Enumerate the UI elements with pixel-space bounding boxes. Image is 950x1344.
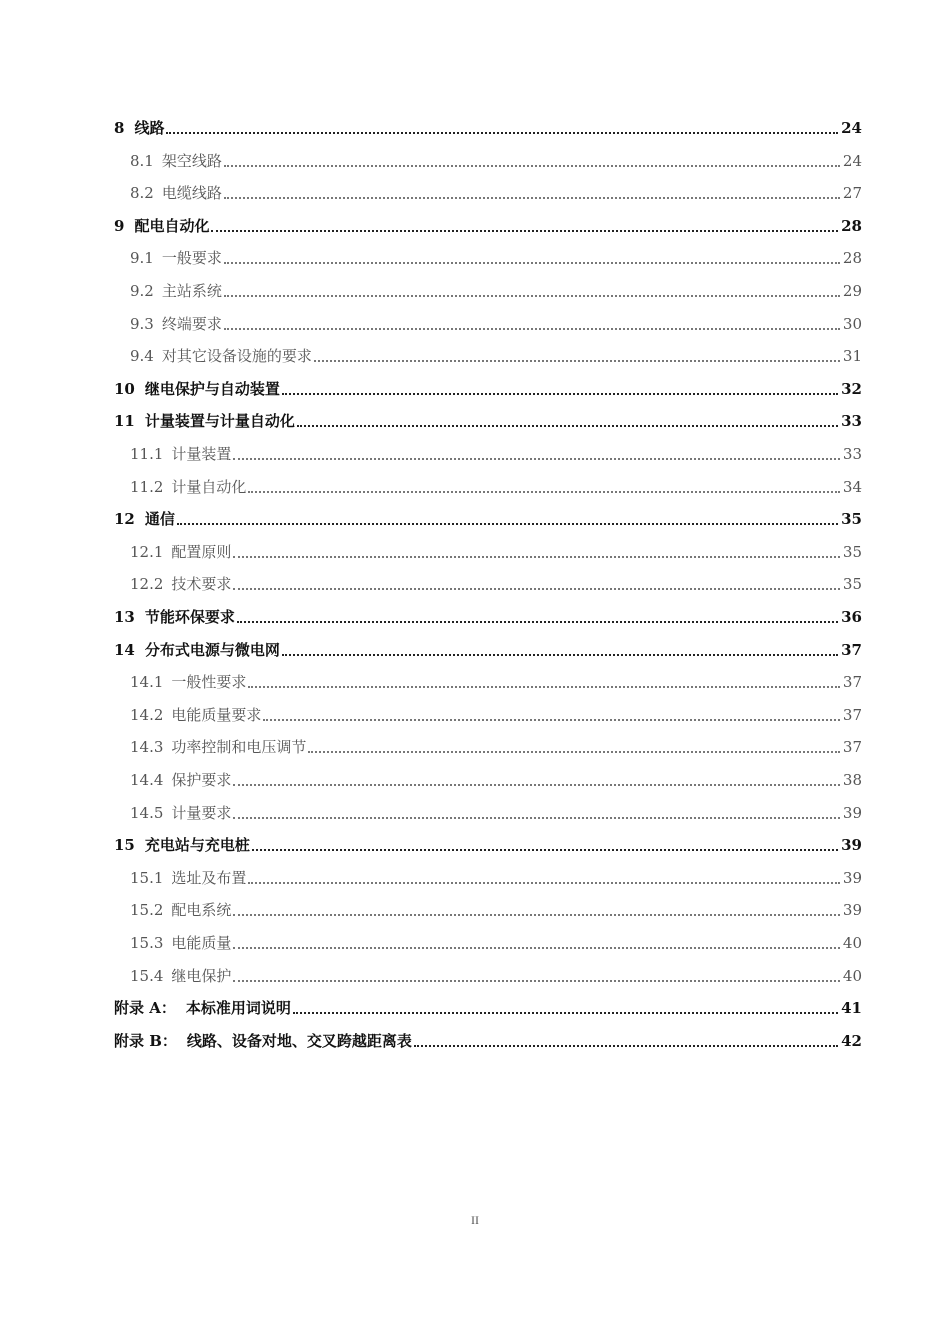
toc-entry-title: 架空线路: [161, 151, 222, 170]
dot-leader: [414, 1039, 838, 1047]
toc-entry-title: 计量装置与计量自动化: [144, 412, 295, 431]
toc-page-number: 34: [842, 477, 862, 496]
dot-leader: [233, 452, 839, 460]
toc-entry-number: 14.1: [130, 673, 164, 692]
toc-page-number: 41: [841, 999, 862, 1018]
toc-entry-number: 15: [114, 836, 135, 855]
dot-leader: [252, 843, 838, 851]
toc-entry-title: 一般性要求: [171, 673, 247, 692]
toc-section-entry[interactable]: [114, 538, 862, 562]
toc-entry-title: 技术要求: [171, 575, 232, 594]
toc-page-number: 32: [841, 379, 862, 398]
toc-section-entry[interactable]: [114, 896, 862, 920]
toc-entry-title: 一般要求: [161, 249, 222, 268]
dot-leader: [233, 582, 839, 590]
page-number-footer: II: [471, 1213, 479, 1227]
toc-entry-title: 选址及布置: [171, 868, 247, 887]
toc-entry-title: 计量装置: [171, 445, 232, 463]
toc-chapter-entry[interactable]: [114, 375, 862, 399]
toc-section-entry[interactable]: [114, 864, 862, 888]
toc-page-number: 35: [842, 542, 862, 561]
toc-entry-number: 12.2: [130, 575, 164, 594]
dot-leader: [233, 550, 839, 558]
toc-entry-number: 15.2: [130, 901, 164, 920]
toc-entry-number: 15.4: [130, 966, 164, 985]
toc-section-entry[interactable]: [114, 799, 862, 823]
toc-page-number: 28: [841, 216, 862, 235]
toc-section-entry[interactable]: [114, 440, 862, 464]
toc-section-entry[interactable]: [114, 962, 862, 986]
dot-leader: [177, 517, 838, 525]
toc-entry-title: 终端要求: [161, 314, 222, 333]
dot-leader: [224, 256, 840, 264]
toc-chapter-entry[interactable]: [114, 1027, 862, 1051]
dot-leader: [224, 191, 840, 199]
toc-entry-number: 11.2: [130, 477, 164, 496]
toc-entry-title: 配置原则: [171, 542, 232, 561]
toc-entry-title: 配电自动化: [134, 216, 210, 235]
toc-chapter-entry[interactable]: [114, 114, 862, 138]
toc-entry-title: 主站系统: [161, 282, 222, 300]
dot-leader: [233, 941, 839, 949]
dot-leader: [233, 811, 839, 819]
toc-entry-number: 12.1: [130, 542, 164, 561]
toc-entry-number: 9.2: [130, 282, 154, 300]
dot-leader: [263, 713, 839, 721]
toc-chapter-entry[interactable]: [114, 212, 862, 236]
dot-leader: [297, 419, 838, 427]
toc-chapter-entry[interactable]: [114, 636, 862, 660]
toc-entry-number: 8.1: [130, 151, 154, 170]
toc-page-number: 36: [841, 608, 862, 626]
toc-section-entry[interactable]: [114, 668, 862, 692]
toc-entry-title: 电能质量: [171, 934, 232, 952]
dot-leader: [224, 289, 840, 297]
toc-page-number: 42: [841, 1031, 862, 1050]
toc-page-number: 37: [842, 673, 862, 692]
toc-page-number: 24: [842, 151, 862, 170]
toc-section-entry[interactable]: [114, 310, 862, 334]
toc-entry-number: 14.2: [130, 705, 164, 724]
toc-entry-number: 10: [114, 379, 135, 398]
toc-entry-number: 14: [114, 640, 135, 659]
toc-section-entry[interactable]: [114, 570, 862, 594]
dot-leader: [233, 778, 839, 786]
toc-entry-number: 12: [114, 510, 135, 529]
toc-entry-title: 通信: [144, 510, 175, 529]
toc-entry-number: 8: [114, 119, 125, 137]
toc-page-number: 30: [842, 314, 862, 333]
toc-entry-number: 11: [114, 412, 135, 431]
toc-entry-number: 14.3: [130, 738, 164, 757]
toc-page-number: 39: [842, 868, 862, 887]
toc-entry-number: 14.5: [130, 803, 164, 822]
toc-page-number: 39: [842, 803, 862, 822]
toc-entry-title: 保护要求: [171, 771, 232, 789]
toc-page-number: 38: [842, 771, 862, 789]
dot-leader: [237, 615, 838, 623]
toc-section-entry[interactable]: [114, 179, 862, 203]
dot-leader: [248, 876, 839, 884]
toc-entry-number: 15.1: [130, 868, 164, 887]
toc-section-entry[interactable]: [114, 733, 862, 757]
toc-page-number: 24: [841, 119, 862, 137]
toc-entry-number: 14.4: [130, 771, 164, 789]
toc-entry-title: 计量自动化: [171, 477, 247, 496]
toc-entry-title: 电缆线路: [161, 184, 222, 203]
toc-section-entry[interactable]: [114, 342, 862, 366]
toc-page-number: 28: [842, 249, 862, 268]
toc-entry-title: 对其它设备设施的要求: [161, 347, 312, 366]
dot-leader: [293, 1006, 838, 1014]
dot-leader: [308, 745, 839, 753]
toc-page-number: 37: [841, 640, 862, 659]
toc-entry-number: 9.3: [130, 314, 154, 333]
toc-page-number: 35: [841, 510, 862, 529]
toc-entry-number: 附录 A：: [114, 999, 176, 1018]
toc-entry-number: 8.2: [130, 184, 154, 203]
toc-section-entry[interactable]: [114, 929, 862, 953]
toc-entry-title: 本标准用词说明: [185, 999, 291, 1018]
dot-leader: [248, 680, 839, 688]
toc-chapter-entry[interactable]: [114, 994, 862, 1018]
toc-page-number: 37: [842, 705, 862, 724]
toc-entry-title: 继电保护与自动装置: [144, 379, 280, 398]
toc-page-number: 33: [841, 412, 862, 431]
toc-entry-number: 13: [114, 608, 135, 626]
toc-entry-title: 线路、设备对地、交叉跨越距离表: [186, 1031, 412, 1050]
toc-page-number: 39: [841, 836, 862, 855]
toc-entry-number: 11.1: [130, 445, 164, 463]
toc-entry-number: 9.1: [130, 249, 154, 268]
toc-section-entry[interactable]: [114, 473, 862, 497]
dot-leader: [282, 648, 838, 656]
toc-page-number: 29: [842, 282, 862, 300]
toc-entry-title: 节能环保要求: [144, 608, 235, 626]
toc-entry-title: 功率控制和电压调节: [171, 738, 307, 757]
dot-leader: [282, 387, 838, 395]
toc-entry-title: 配电系统: [171, 901, 232, 920]
toc-section-entry[interactable]: [114, 766, 862, 790]
dot-leader: [224, 322, 840, 330]
toc-page-number: 37: [842, 738, 862, 757]
dot-leader: [224, 159, 840, 167]
toc-chapter-entry[interactable]: [114, 603, 862, 627]
toc-chapter-entry[interactable]: [114, 407, 862, 431]
toc-entry-title: 线路: [134, 119, 165, 137]
toc-entry-title: 分布式电源与微电网: [144, 640, 280, 659]
toc-page-number: 31: [842, 347, 862, 366]
toc-page-number: 33: [842, 445, 862, 463]
toc-chapter-entry[interactable]: [114, 831, 862, 855]
toc-entry-number: 9: [114, 216, 125, 235]
toc-page-number: 40: [842, 966, 862, 985]
toc-section-entry[interactable]: [114, 147, 862, 171]
dot-leader: [248, 485, 839, 493]
toc-entry-title: 继电保护: [171, 966, 232, 985]
toc-page-number: 39: [842, 901, 862, 920]
toc-chapter-entry[interactable]: [114, 505, 862, 529]
toc-entry-number: 15.3: [130, 934, 164, 952]
dot-leader: [233, 974, 839, 982]
toc-entry-title: 计量要求: [171, 803, 232, 822]
dot-leader: [314, 354, 840, 362]
dot-leader: [233, 908, 839, 916]
toc-entry-number: 9.4: [130, 347, 154, 366]
toc-page-number: 27: [842, 184, 862, 203]
toc-entry-title: 充电站与充电桩: [144, 836, 250, 855]
toc-page-number: 40: [842, 934, 862, 952]
toc-entry-title: 电能质量要求: [171, 705, 262, 724]
toc-section-entry[interactable]: [114, 277, 862, 301]
toc-entry-number: 附录 B：: [114, 1031, 177, 1050]
dot-leader: [166, 126, 838, 134]
dot-leader: [211, 224, 838, 232]
toc-section-entry[interactable]: [114, 701, 862, 725]
toc-section-entry[interactable]: [114, 244, 862, 268]
toc-page-number: 35: [842, 575, 862, 594]
